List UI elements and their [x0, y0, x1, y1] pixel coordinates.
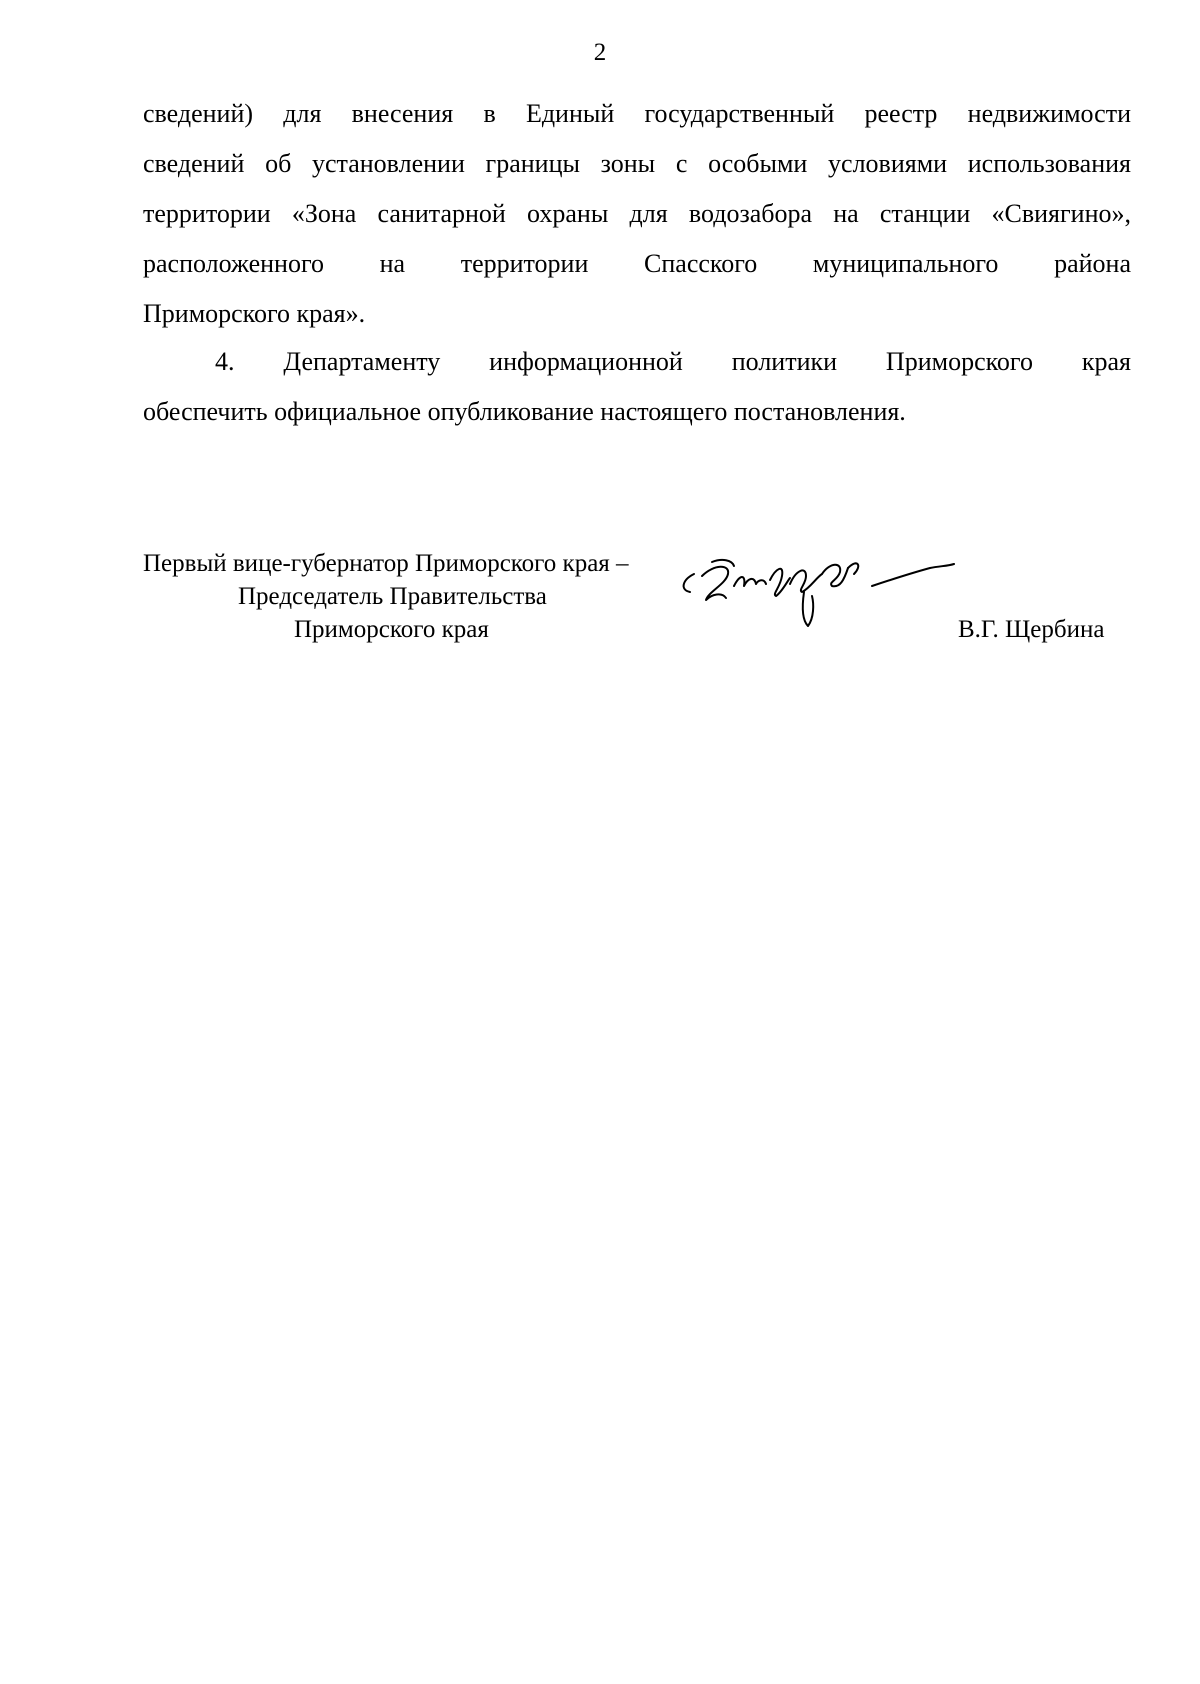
paragraph-item-4	[143, 337, 1131, 437]
signatory-name: В.Г. Щербина	[958, 616, 1105, 643]
signatory-title-line: Председатель Правительства	[238, 583, 547, 610]
text-line: сведений об установлении границы зоны с особыми условиями использования	[143, 149, 1131, 178]
text-line: сведений) для внесения в Единый государственный реестр недвижимости	[143, 99, 1131, 128]
paragraph-registry-info	[143, 89, 1131, 339]
text-line: 4. Департаменту информационной политики Приморского края	[215, 347, 1131, 376]
text-line: обеспечить официальное опубликование настоящего постановления.	[143, 397, 906, 426]
signatory-title-line: Первый вице-губернатор Приморского края –	[143, 550, 629, 577]
text-line: территории «Зона санитарной охраны для водозабора на станции «Свиягино»,	[143, 199, 1131, 228]
text-line: расположенного на территории Спасского муниципального района	[143, 249, 1131, 278]
signatory-title-line: Приморского края	[294, 616, 489, 643]
text-line: Приморского края».	[143, 299, 366, 328]
page-number: 2	[593, 39, 607, 66]
handwritten-signature	[672, 540, 992, 650]
